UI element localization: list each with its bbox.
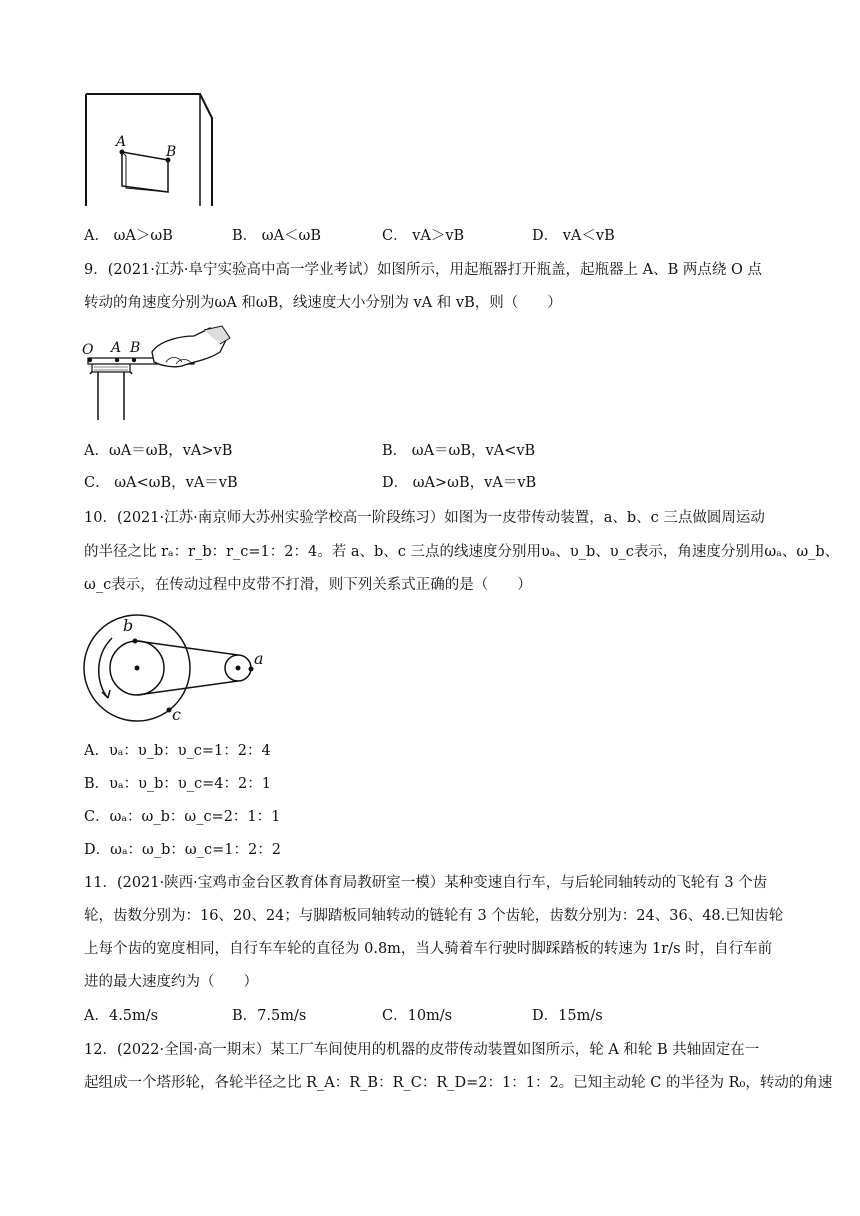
q10-stem-line-3: ω_c表示，在传动过程中皮带不打滑，则下列关系式正确的是（ ） — [84, 577, 532, 593]
q12-stem-line-1: 12．(2022·全国·高一期末）某工厂车间使用的机器的皮带传动装置如图所示，轮 A 和轮 B 共轴固定在一 — [84, 1042, 760, 1058]
q11-stem-line-2: 轮，齿数分别为：16、20、24；与脚踏板同轴转动的链轮有 3 个齿轮，齿数分别为：24、36、48.已知齿轮 — [84, 908, 784, 924]
belt-label-c: c — [172, 705, 181, 724]
q9-option-b[interactable]: B． ωA＝ωB，vA<vB — [382, 443, 536, 459]
q10-stem-line-2: 的半径之比 rₐ：r_b：r_c=1：2：4。若 a、b、c 三点的线速度分别用υₐ、υ_b、υ_c表示，角速度分别用ωₐ、ω_b、 — [84, 544, 840, 560]
q12-stem-line-2: 起组成一个塔形轮，各轮半径之比 R_A：R_B：R_C：R_D=2：1：1：2。已知主动轮 C 的半径为 R₀，转动的角速 — [84, 1075, 833, 1091]
door-figure — [80, 88, 220, 210]
belt-label-b: b — [123, 616, 134, 635]
q11-option-c[interactable]: C．10m/s — [382, 1008, 453, 1024]
q11-stem-line-4: 进的最大速度约为（ ） — [84, 974, 258, 990]
q9-stem-line-1: 9．(2021·江苏·阜宁实验高中高一学业考试）如图所示，用起瓶器打开瓶盖，起瓶器上 A、B 两点绕 O 点 — [84, 262, 762, 278]
q8-option-d[interactable]: D． vA＜vB — [532, 228, 615, 244]
q11-option-d[interactable]: D．15m/s — [532, 1008, 603, 1024]
q10-option-c[interactable]: C．ωₐ：ω_b：ω_c=2：1：1 — [84, 809, 281, 825]
belt-label-a: a — [254, 649, 264, 668]
q9-option-c[interactable]: C． ωA<ωB，vA＝vB — [84, 475, 238, 491]
opener-label-b: B — [130, 340, 141, 356]
q8-option-a[interactable]: A． ωA＞ωB — [84, 228, 173, 244]
q11-option-b[interactable]: B．7.5m/s — [232, 1008, 307, 1024]
door-label-b: B — [166, 144, 177, 160]
q10-option-a[interactable]: A．υₐ：υ_b：υ_c=1：2：4 — [84, 743, 271, 759]
opener-label-a: A — [111, 340, 122, 356]
q11-option-a[interactable]: A．4.5m/s — [84, 1008, 159, 1024]
q9-stem-line-2: 转动的角速度分别为ωA 和ωB，线速度大小分别为 vA 和 vB，则（ ） — [84, 295, 562, 311]
q10-stem-line-1: 10．(2021·江苏·南京师大苏州实验学校高一阶段练习）如图为一皮带传动装置，a、b、c 三点做圆周运动 — [84, 510, 765, 526]
q8-option-b[interactable]: B． ωA＜ωB — [232, 228, 322, 244]
q11-stem-line-1: 11．(2021·陕西·宝鸡市金台区教育体育局教研室一模）某种变速自行车，与后轮同轴转动的飞轮有 3 个齿 — [84, 875, 768, 891]
q10-option-b[interactable]: B．υₐ：υ_b：υ_c=4：2：1 — [84, 776, 271, 792]
q9-option-d[interactable]: D． ωA>ωB，vA＝vB — [382, 475, 537, 491]
q11-stem-line-3: 上每个齿的宽度相同，自行车车轮的直径为 0.8m，当人骑着车行驶时脚踩踏板的转速为 1r/s 时，自行车前 — [84, 941, 773, 957]
opener-label-o: O — [82, 342, 94, 358]
door-label-a: A — [116, 134, 127, 150]
q8-option-c[interactable]: C． vA＞vB — [382, 228, 465, 244]
bottle-opener-figure — [82, 322, 232, 422]
q9-option-a[interactable]: A．ωA＝ωB，vA>vB — [84, 443, 233, 459]
belt-drive-figure — [82, 612, 272, 726]
q10-option-d[interactable]: D．ωₐ：ω_b：ω_c=1：2：2 — [84, 842, 281, 858]
